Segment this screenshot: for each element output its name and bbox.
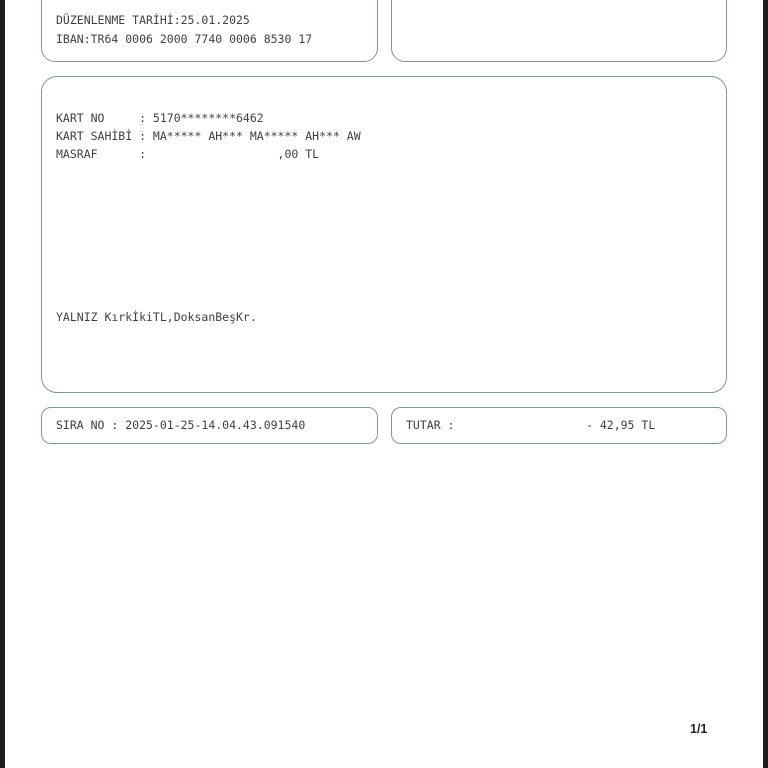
document-page [5,0,763,768]
issue-date-text: DÜZENLENME TARİHİ:25.01.2025 [56,13,250,27]
amount-in-words-text: YALNIZ KırkİkiTL,DoksanBeşKr. [56,310,257,324]
screen-edge-right [763,0,768,768]
fee-text: MASRAF : ,00 TL [56,147,320,161]
iban-text: IBAN:TR64 0006 2000 7740 0006 8530 17 [56,32,313,46]
account-info-box [41,0,378,62]
sequence-number-box [41,407,378,444]
sequence-number-text: SIRA NO : 2025-01-25-14.04.43.091540 [56,418,306,432]
amount-text: TUTAR : - 42,95 TL [406,418,656,432]
card-number-text: KART NO : 5170********6462 [56,111,264,125]
amount-box [391,407,727,444]
page-number: 1/1 [690,722,708,736]
card-holder-text: KART SAHİBİ : MA***** AH*** MA***** AH*** AW [56,129,361,143]
top-right-box [391,0,727,62]
card-details-box [41,76,727,393]
